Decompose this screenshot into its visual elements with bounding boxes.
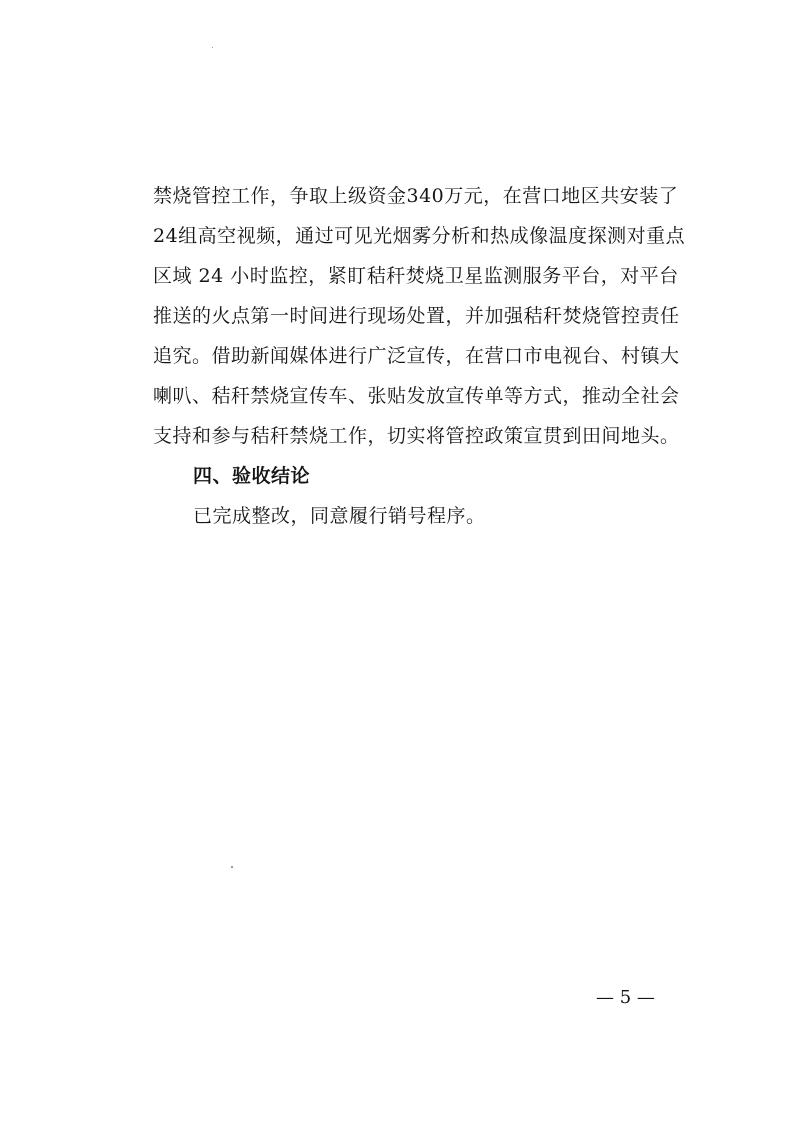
paragraph-line: 禁烧管控工作，争取上级资金340万元，在营口地区共安装了 (153, 185, 679, 207)
paragraph-line: 24组高空视频，通过可见光烟雾分析和热成像温度探测对重点 (153, 225, 686, 247)
paragraph-line: 追究。借助新闻媒体进行广泛宣传，在营口市电视台、村镇大 (153, 345, 680, 367)
conclusion-text: 已完成整改，同意履行销号程序。 (193, 505, 486, 527)
page-number: — 5 — (596, 987, 655, 1008)
paragraph-line: 支持和参与秸秆禁烧工作，切实将管控政策宣贯到田间地头。 (153, 425, 680, 447)
document-body (153, 176, 686, 536)
paragraph-line: 区域 24 小时监控，紧盯秸秆焚烧卫星监测服务平台，对平台 (153, 265, 679, 287)
section-heading: 四、验收结论 (193, 465, 311, 487)
scan-speck (231, 866, 233, 868)
paragraph-line: 推送的火点第一时间进行现场处置，并加强秸秆焚烧管控责任 (153, 305, 680, 327)
paragraph-line: 喇叭、秸秆禁烧宣传车、张贴发放宣传单等方式，推动全社会 (153, 385, 680, 407)
scan-speck (212, 47, 213, 48)
